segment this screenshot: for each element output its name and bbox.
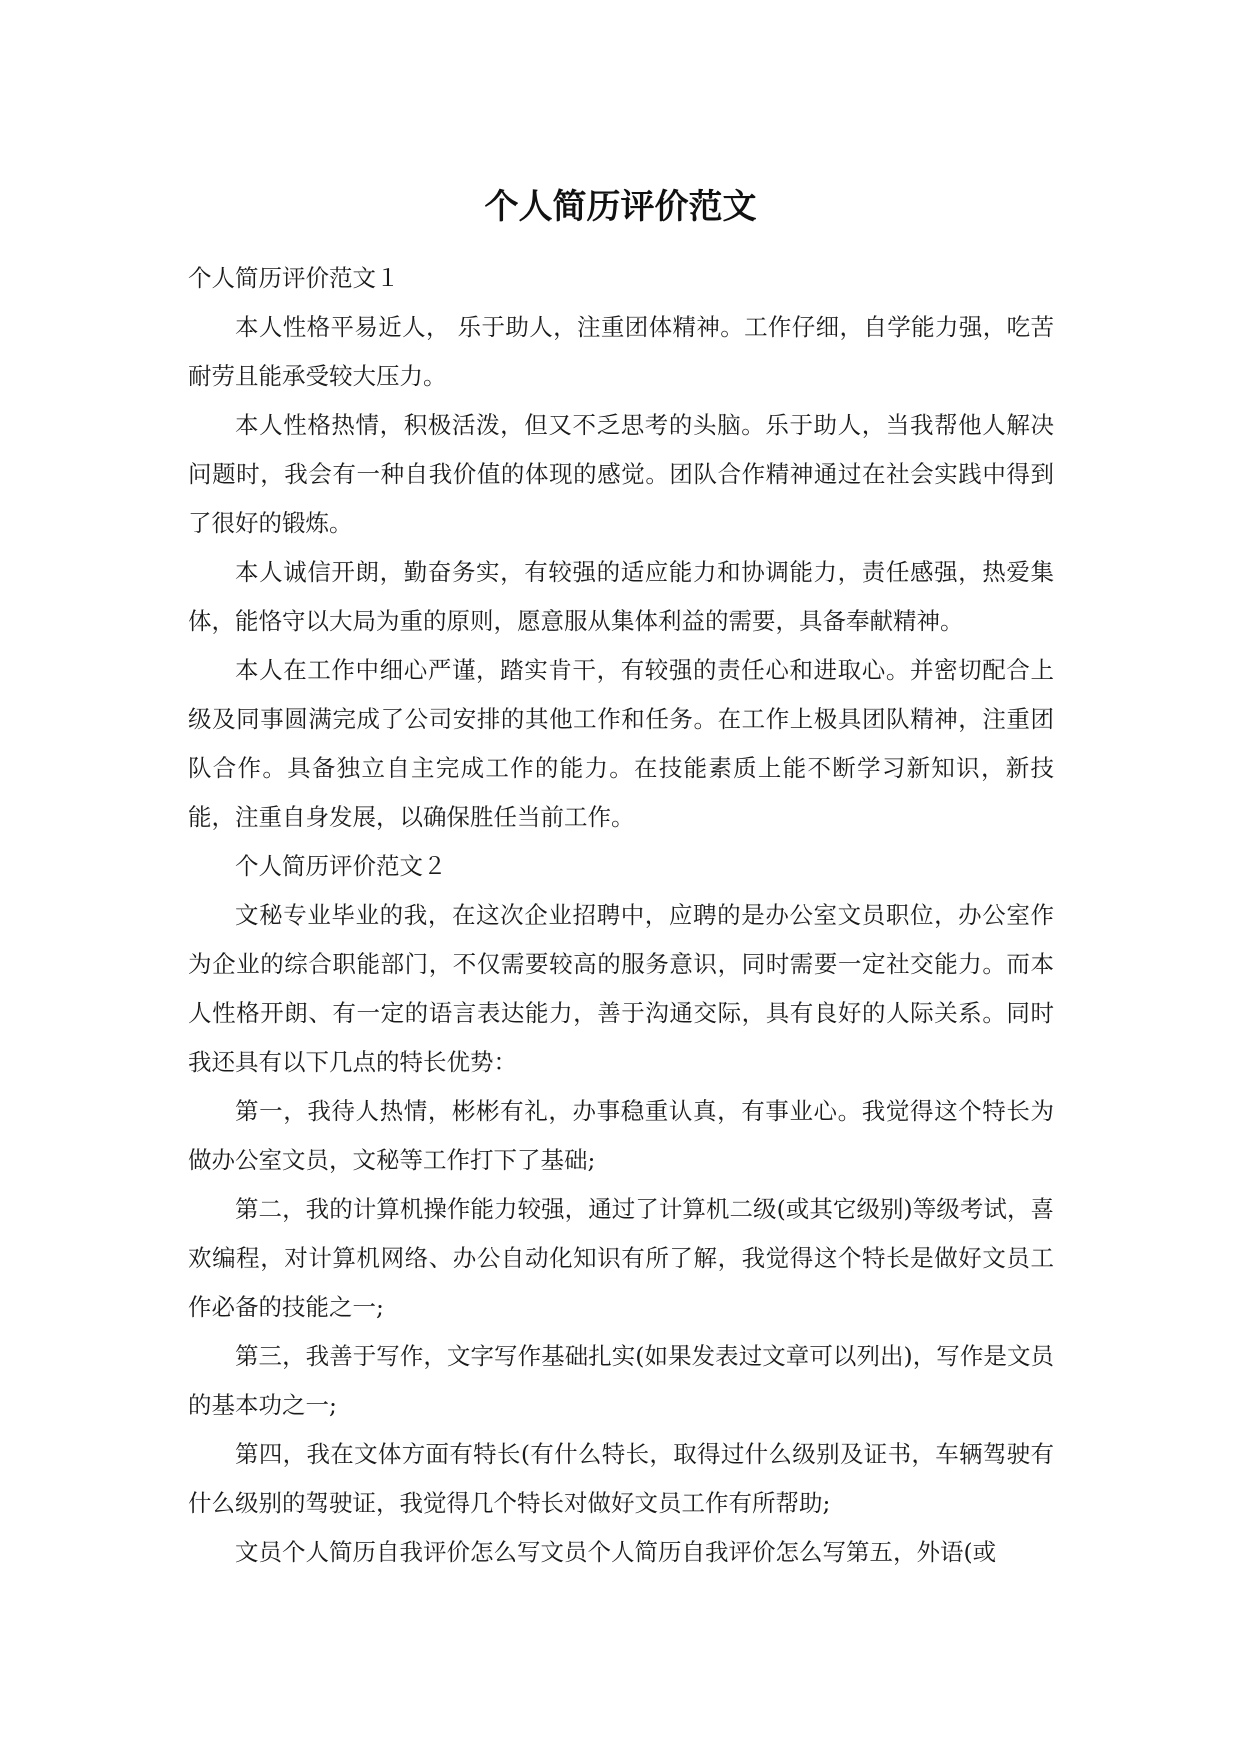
paragraph: 文员个人简历自我评价怎么写文员个人简历自我评价怎么写第五，外语(或 [235, 1538, 997, 1566]
document-title: 个人简历评价范文 [484, 187, 757, 227]
paragraph: 本人性格热情，积极活泼，但又不乏思考的头脑。乐于助人，当我帮他人解决问题时，我会有一种自我价值的体现的感觉。团队合作精神通过在社会实践中得到了很好的锻炼。 [188, 411, 1054, 537]
paragraph: 文秘专业毕业的我，在这次企业招聘中，应聘的是办公室文员职位，办公室作为企业的综合职能部门，不仅需要较高的服务意识，同时需要一定社交能力。而本人性格开朗、有一定的语言表达能力，善于沟通交际，具有良好的人际关系。同时我还具有以下几点的特长优势： [188, 901, 1054, 1076]
section-heading: 个人简历评价范文１ [188, 264, 400, 292]
paragraph: 本人性格平易近人， 乐于助人，注重团体精神。工作仔细，自学能力强，吃苦耐劳且能承受较大压力。 [188, 313, 1054, 390]
paragraph: 本人在工作中细心严谨，踏实肯干，有较强的责任心和进取心。并密切配合上级及同事圆满完成了公司安排的其他工作和任务。在工作上极具团队精神，注重团队合作。具备独立自主完成工作的能力。在技能素质上能不断学习新知识，新技能，注重自身发展，以确保胜任当前工作。 [188, 656, 1054, 831]
paragraph: 第一，我待人热情，彬彬有礼，办事稳重认真，有事业心。我觉得这个特长为做办公室文员，文秘等工作打下了基础; [188, 1097, 1054, 1174]
paragraph: 第二，我的计算机操作能力较强，通过了计算机二级(或其它级别)等级考试，喜欢编程，对计算机网络、办公自动化知识有所了解，我觉得这个特长是做好文员工作必备的技能之一; [188, 1195, 1054, 1321]
paragraph: 第三，我善于写作，文字写作基础扎实(如果发表过文章可以列出)，写作是文员的基本功之一; [188, 1342, 1054, 1419]
paragraph: 第四，我在文体方面有特长(有什么特长，取得过什么级别及证书，车辆驾驶有什么级别的驾驶证，我觉得几个特长对做好文员工作有所帮助; [188, 1440, 1054, 1517]
section-heading: 个人简历评价范文２ [235, 852, 447, 880]
document-body [188, 254, 1054, 1577]
paragraph: 本人诚信开朗，勤奋务实，有较强的适应能力和协调能力，责任感强，热爱集体，能恪守以大局为重的原则，愿意服从集体利益的需要，具备奉献精神。 [188, 558, 1054, 635]
